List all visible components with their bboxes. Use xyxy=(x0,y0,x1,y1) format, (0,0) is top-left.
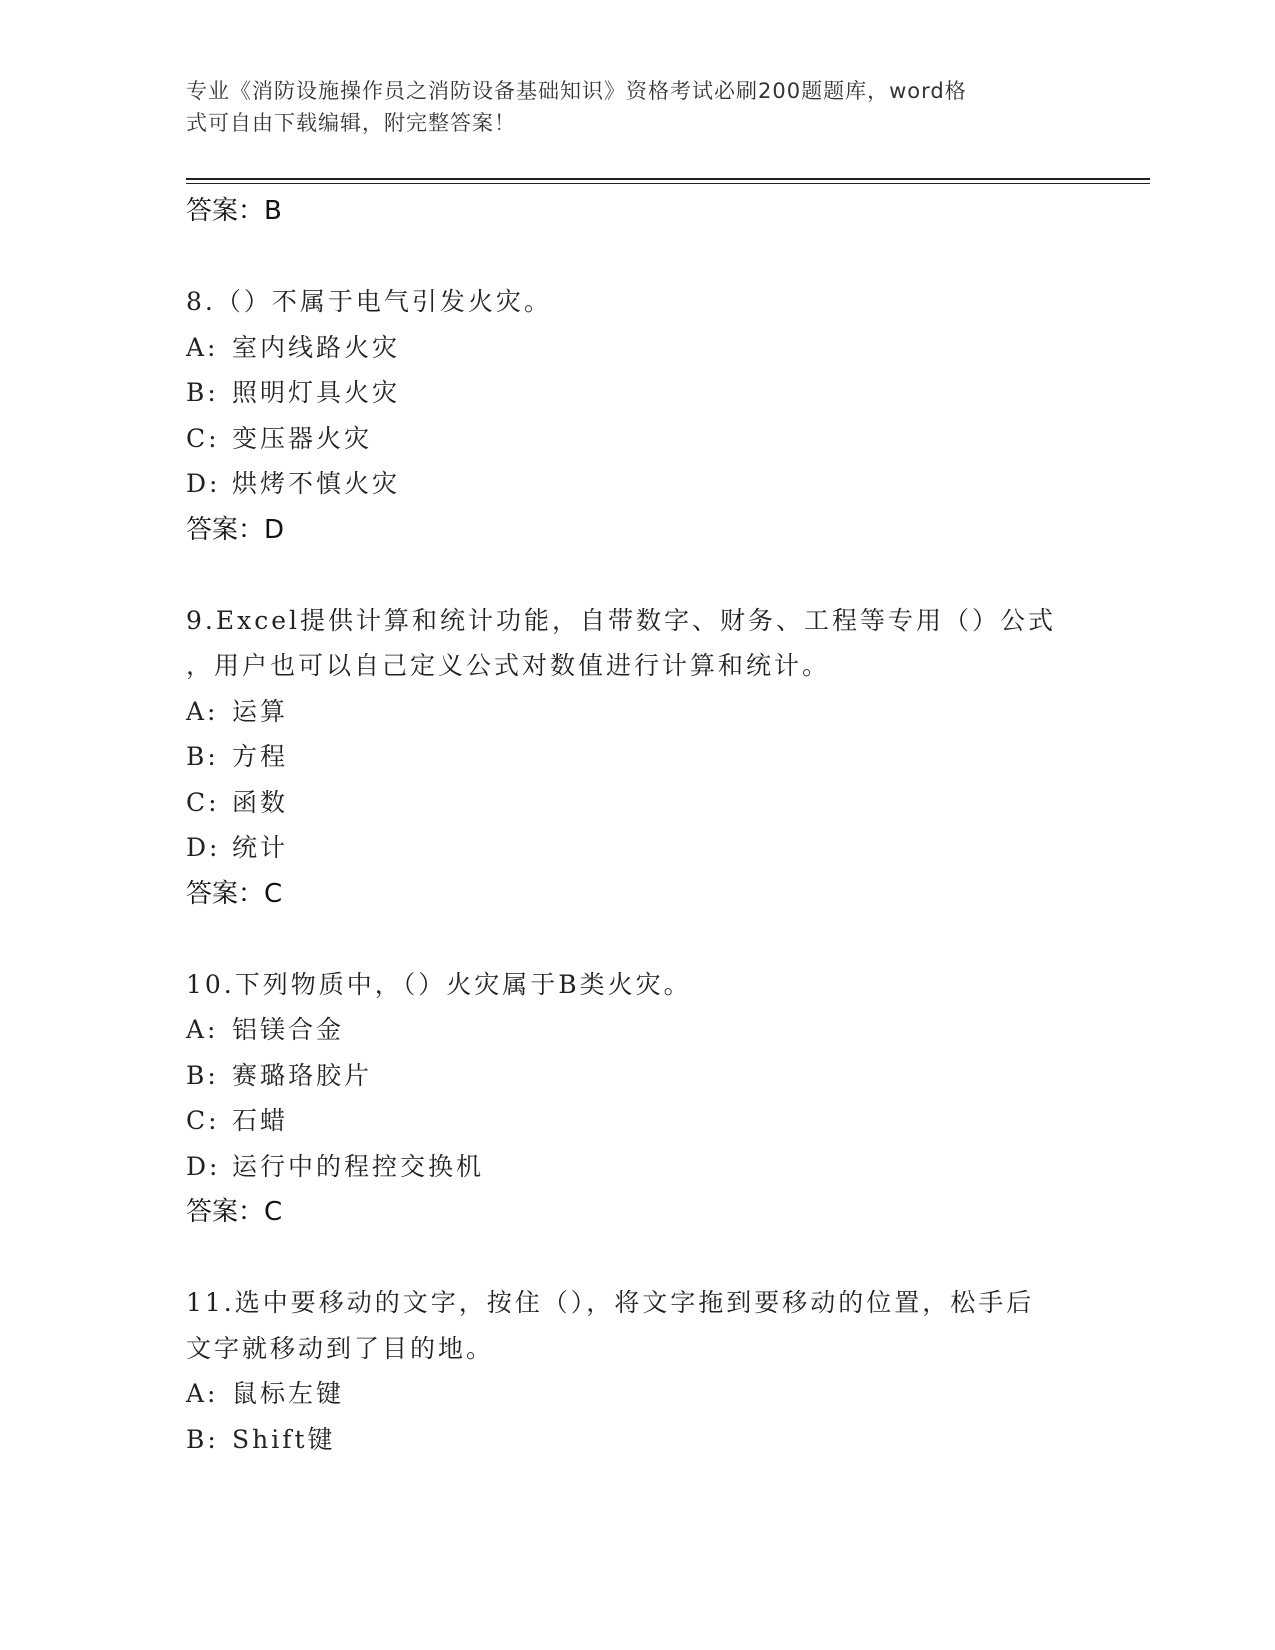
answer-line: 答案：C xyxy=(186,1197,283,1227)
answer-line: 答案：B xyxy=(186,196,282,226)
option-text: 函数 xyxy=(232,787,289,817)
option-letter: A: xyxy=(186,332,219,362)
option-a xyxy=(186,325,1086,371)
option-letter: C: xyxy=(186,423,220,453)
option-text: 铝镁合金 xyxy=(232,1015,345,1044)
option-text: 照明灯具火灾 xyxy=(232,378,401,407)
option-d xyxy=(186,825,1086,871)
header-line-1: 专业《消防设施操作员之消防设备基础知识》资格考试必刷200题题库，word格 xyxy=(186,79,967,103)
option-text: 赛璐珞胶片 xyxy=(232,1060,373,1090)
option-c xyxy=(186,780,1086,826)
option-text: Shift键 xyxy=(232,1424,336,1454)
question-text-continued: ，用户也可以自己定义公式对数值进行计算和统计。 xyxy=(186,651,831,680)
header-divider-thick xyxy=(186,178,1150,180)
document-header xyxy=(186,75,1066,139)
option-text: 方程 xyxy=(232,742,289,771)
option-letter: D: xyxy=(186,833,221,862)
spacer xyxy=(186,917,1086,962)
question-block xyxy=(186,279,1086,553)
question-text: 11.选中要移动的文字，按住（），将文字拖到要移动的位置，松手后 xyxy=(186,1288,1035,1317)
option-letter: B: xyxy=(186,1060,219,1090)
option-text: 运行中的程控交换机 xyxy=(232,1151,485,1181)
option-letter: B: xyxy=(186,378,219,407)
option-a xyxy=(186,1007,1086,1053)
option-b xyxy=(186,370,1086,416)
option-text: 室内线路火灾 xyxy=(232,332,401,362)
option-letter: B: xyxy=(186,1424,219,1454)
question-list xyxy=(186,188,1086,1462)
header-line-2: 式可自由下载编辑，附完整答案！ xyxy=(186,111,516,135)
spacer xyxy=(186,1235,1086,1280)
option-d xyxy=(186,1144,1086,1190)
option-text: 鼠标左键 xyxy=(232,1379,345,1408)
answer-line: 答案：C xyxy=(186,878,283,909)
option-b xyxy=(186,1053,1086,1099)
option-c xyxy=(186,416,1086,462)
option-letter: C: xyxy=(186,787,220,817)
option-a xyxy=(186,1371,1086,1417)
option-text: 统计 xyxy=(232,833,289,862)
question-text: 9.Excel提供计算和统计功能，自带数字、财务、工程等专用（）公式 xyxy=(186,605,1056,635)
option-b xyxy=(186,1417,1086,1463)
option-letter: B: xyxy=(186,742,219,771)
question-text: 10.下列物质中，（）火灾属于B类火灾。 xyxy=(186,969,692,999)
spacer xyxy=(186,553,1086,598)
question-block xyxy=(186,1280,1086,1462)
option-d xyxy=(186,461,1086,507)
option-letter: D: xyxy=(186,1151,221,1181)
option-text: 烘烤不慎火灾 xyxy=(232,469,401,498)
option-a xyxy=(186,689,1086,735)
option-letter: A: xyxy=(186,1015,219,1044)
answer-line: 答案：D xyxy=(186,514,285,545)
question-text-continued: 文字就移动到了目的地。 xyxy=(186,1333,495,1363)
option-letter: D: xyxy=(186,469,221,498)
option-text: 变压器火灾 xyxy=(232,423,373,453)
question-text: 8.（）不属于电气引发火灾。 xyxy=(186,287,552,316)
question-block xyxy=(186,962,1086,1236)
option-letter: A: xyxy=(186,696,219,726)
header-divider-thin xyxy=(186,183,1150,184)
option-text: 运算 xyxy=(232,696,289,726)
option-letter: C: xyxy=(186,1106,220,1135)
spacer xyxy=(186,234,1086,279)
option-c xyxy=(186,1098,1086,1144)
option-letter: A: xyxy=(186,1379,219,1408)
option-b xyxy=(186,734,1086,780)
option-text: 石蜡 xyxy=(232,1106,289,1135)
question-block xyxy=(186,598,1086,917)
